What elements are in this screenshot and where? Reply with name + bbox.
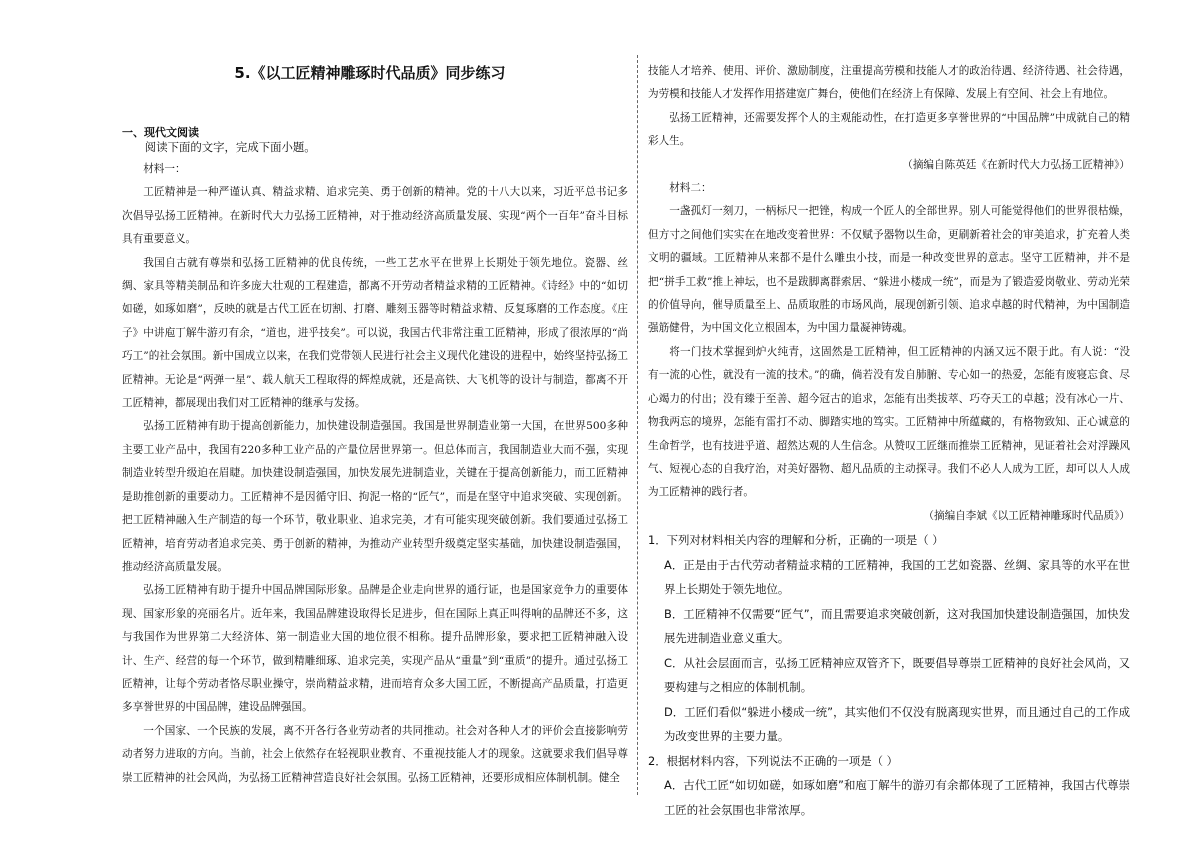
option-a: A．古代工匠“如切如磋，如琢如磨”和庖丁解牛的游刃有余都体现了工匠精神，我国古代尊崇工匠的社会氛围也非常浓厚。 <box>664 778 1130 817</box>
option-d: D．工匠们看似“躲进小楼成一统”，其实他们不仅没有脱离现实世界，而且通过自己的工作成为改变世界的主要力量。 <box>664 704 1130 744</box>
paragraph: 弘扬工匠精神有助于提升中国品牌国际形象。品牌是企业走向世界的通行证，也是国家竞争力的重要体现、国家形象的亮丽名片。近年来，我国品牌建设取得长足进步，但在国际上真正叫得响的品牌还不多，这与我国作为世界第二大经济体、第一制造业大国的地位很不相称。提升品牌形象，要求把工匠精神融入设计、生产、经营的每一个环节，做到精雕细琢、追求完美，实现产品从“重量”到“重质”的提升。通过弘扬工匠精神，让每个劳动者恪尽职业操守，崇尚精益求精，进而培育众多大国工匠，不断提高产品质量，打造更多享誉世界的中国品牌，建设品牌强国。 <box>122 584 628 714</box>
paragraph: 弘扬工匠精神有助于提高创新能力，加快建设制造强国。我国是世界制造业第一大国，在世界500多种主要工业产品中，我国有220多种工业产品的产量位居世界第一。但总体而言，我国制造业大而不强，实现制造业转型升级迫在眉睫。加快建设制造强国，加快发展先进制造业，关键在于提高创新能力，而工匠精神是助推创新的重要动力。工匠精神不是因循守旧、拘泥一格的“匠气”，而是在坚守中追求突破、实现创新。把工匠精神融入生产制造的每一个环节，敬业职业、追求完美，才有可能实现突破创新。我们要通过弘扬工匠精神，培育劳动者追求完美、勇于创新的精神，为推动产业转型升级奠定坚实基础，加快建设制造强国，推动经济高质量发展。 <box>122 420 628 573</box>
paragraph: 工匠精神是一种严谨认真、精益求精、追求完美、勇于创新的精神。党的十八大以来，习近平总书记多次倡导弘扬工匠精神。在新时代大力弘扬工匠精神，对于推动经济高质量发展、实现“两个一百年”奋斗目标具有重要意义。 <box>122 186 628 246</box>
material1-label: 材料一： <box>143 163 186 175</box>
column-divider <box>637 55 638 795</box>
question-2 <box>648 749 1130 823</box>
paragraph: 将一门技术掌握到炉火纯青，这固然是工匠精神，但工匠精神的内涵又远不限于此。有人说：“没有一流的心性，就没有一流的技术。”的确，倘若没有发自肺腑、专心如一的热爱，怎能有废寝忘食、尽心竭力的付出；没有臻于至善、超今冠古的追求，怎能有出类拔萃、巧夺天工的卓越；没有冰心一片、物我两忘的境界，怎能有雷打不动、脚踏实地的笃实。工匠精神中所蕴藏的，有格物致知、正心诚意的生命哲学，也有技进乎道、超然达观的人生信念。从赞叹工匠继而推崇工匠精神，见证着社会对浮躁风气、短视心态的自我疗治，对美好器物、超凡品质的主动探寻。我们不必人人成为工匠，却可以人人成为工匠精神的践行者。 <box>648 345 1130 499</box>
question-1 <box>648 528 1130 749</box>
left-column <box>122 136 628 790</box>
option-b: B．工匠精神不仅需要“匠气”，而且需要追求突破创新，这对我国加快建设制造强国，加快发展先进制造业意义重大。 <box>664 606 1130 646</box>
right-column <box>648 60 1130 822</box>
paragraph: 一盏孤灯一刻刀，一柄标尺一把锉，构成一个匠人的全部世界。别人可能觉得他们的世界很枯燥，但方寸之间他们实实在在地改变着世界：不仅赋予器物以生命，更刷新着社会的审美追求，扩充着人类文明的疆域。工匠精神从来都不是什么雕虫小技，而是一种改变世界的意志。坚守工匠精神，并不是把“拼手工救”推上神坛，也不是跋脚离群索居、“躲进小楼成一统”，而是为了锻造爱岗敬业、劳动光荣的价值导向，催导质量至上、品质取胜的市场风尚，展现创新引领、追求卓越的时代精神，为中国制造强筋健骨，为中国文化立根固本，为中国力量凝神铸魂。 <box>648 205 1130 335</box>
page-title: 5.《以工匠精神雕琢时代品质》同步练习 <box>234 64 506 82</box>
question-stem: 2．根据材料内容，下列说法不正确的一项是（ ） <box>648 753 899 768</box>
paragraph: 弘扬工匠精神，还需要发挥个人的主观能动性，在打造更多享誉世界的“中国品牌”中成就自己的精彩人生。 <box>648 111 1130 148</box>
paragraph: 我国自古就有尊崇和弘扬工匠精神的优良传统，一些工艺水平在世界上长期处于领先地位。瓷器、丝绸、家具等精美制品和许多庞大壮观的工程建造，都离不开劳动者精益求精的工匠精神。《诗经》中的“如切如磋，如琢如磨”，反映的就是古代工匠在切割、打磨、雕刻玉器等时精益求精、反复琢磨的工作态度。《庄子》中讲庖丁解牛游刃有余，“道也，进乎技矣”。可以说，我国古代非常注重工匠精神，形成了很浓厚的“尚巧工”的社会氛围。新中国成立以来，在我们党带领人民进行社会主义现代化建设的进程中，始终坚持弘扬工匠精神。无论是“两弹一星”、载人航天工程取得的辉煌成就，还是高铁、大飞机等的设计与制造，都离不开工匠精神，都展现出我们对工匠精神的继承与发扬。 <box>122 256 628 410</box>
option-a: A．正是由于古代劳动者精益求精的工匠精神，我国的工艺如瓷器、丝绸、家具等的水平在世界上长期处于领先地位。 <box>664 557 1130 597</box>
question-stem: 1．下列对材料相关内容的理解和分析，正确的一项是（ ） <box>648 533 944 548</box>
source-citation: （摘编自李斌《以工匠精神雕琢时代品质》） <box>923 509 1130 522</box>
paragraph: 一个国家、一个民族的发展，离不开各行各业劳动者的共同推动。社会对各种人才的评价会直接影响劳动者努力进取的方向。当前，社会上依然存在轻视职业教育、不重视技能人才的现象。这就要求我们倡导尊崇工匠精神的社会风尚，为弘扬工匠精神营造良好社会氛围。弘扬工匠精神，还要形成相应体制机制。健全 <box>122 724 628 784</box>
paragraph-continued: 技能人才培养、使用、评价、激励制度，注重提高劳模和技能人才的政治待遇、经济待遇、社会待遇，为劳模和技能人才发挥作用搭建宽广舞台，使他们在经济上有保障、发展上有空间、社会上有地位。 <box>648 65 1130 101</box>
option-c: C．从社会层面而言，弘扬工匠精神应双管齐下，既要倡导尊崇工匠精神的良好社会风尚，又要构建与之相应的体制机制。 <box>664 655 1130 695</box>
instruction: 阅读下面的文字，完成下面小题。 <box>144 140 316 154</box>
material2-label: 材料二： <box>669 182 712 195</box>
section-heading: 一、现代文阅读 <box>122 126 199 139</box>
source-citation: （摘编自陈英廷《在新时代大力弘扬工匠精神》） <box>902 158 1130 171</box>
